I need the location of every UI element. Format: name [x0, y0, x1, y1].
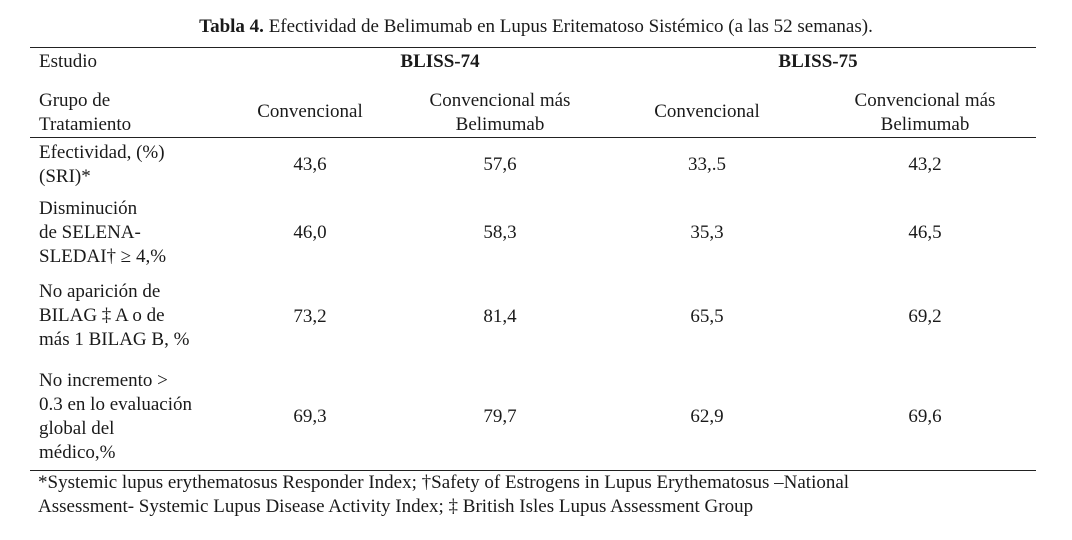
- row-1-value: 43,2: [908, 154, 942, 175]
- header-col-4-line2: Belimumab: [880, 114, 970, 135]
- header-col-3: Convencional: [654, 101, 760, 122]
- row-2-value: 58,3: [483, 222, 517, 243]
- row-1-value: 43,6: [293, 154, 327, 175]
- row-4-label-line: global del: [39, 418, 115, 439]
- row-2-value: 35,3: [690, 222, 724, 243]
- row-3-label-line: más 1 BILAG B, %: [39, 329, 190, 350]
- row-4-value: 62,9: [690, 406, 724, 427]
- row-4-value: 69,3: [293, 406, 327, 427]
- row-3-value: 73,2: [293, 306, 327, 327]
- row-1-value: 57,6: [483, 154, 517, 175]
- header-grupo: [39, 89, 131, 137]
- row-3-label: [39, 280, 189, 352]
- header-col-2-line2: Belimumab: [455, 114, 545, 135]
- footnote-line: Assessment- Systemic Lupus Disease Activity Index; ‡ British Isles Lupus Assessment Group: [38, 496, 754, 517]
- row-4-label-line: No incremento >: [39, 370, 168, 391]
- header-col-2: [400, 89, 600, 137]
- row-3-value: 69,2: [908, 306, 942, 327]
- row-4-label-line: 0.3 en lo evaluación: [39, 394, 193, 415]
- header-estudio: Estudio: [39, 51, 98, 72]
- header-rule: [30, 137, 1036, 138]
- header-col-4: [825, 89, 1025, 137]
- row-2-label-line: de SELENA-: [39, 222, 141, 243]
- table-caption: [0, 15, 1072, 39]
- row-3-value: 81,4: [483, 306, 517, 327]
- header-col-4-line1: Convencional más: [854, 90, 996, 111]
- row-1-value: 33,.5: [688, 154, 726, 175]
- top-rule: [30, 47, 1036, 48]
- footnote-line: *Systemic lupus erythematosus Responder Index; †Safety of Estrogens in Lupus Erythematosus –National: [38, 472, 850, 493]
- table-caption-label: Tabla 4.: [199, 16, 264, 37]
- row-2-value: 46,0: [293, 222, 327, 243]
- row-1-label: [39, 141, 165, 189]
- row-1-label-line: (SRI)*: [39, 166, 91, 187]
- row-3-label-line: No aparición de: [39, 281, 161, 302]
- row-3-value: 65,5: [690, 306, 724, 327]
- row-2-label-line: SLEDAI† ≥ 4,%: [39, 246, 167, 267]
- row-3-label-line: BILAG ‡ A o de: [39, 305, 165, 326]
- table-footnote: [38, 471, 1038, 519]
- row-2-value: 46,5: [908, 222, 942, 243]
- row-4-label-line: médico,%: [39, 442, 116, 463]
- header-bliss-74: BLISS-74: [400, 51, 480, 72]
- header-col-1: Convencional: [257, 101, 363, 122]
- row-4-label: [39, 369, 192, 465]
- header-col-2-line1: Convencional más: [429, 90, 571, 111]
- row-2-label-line: Disminución: [39, 198, 138, 219]
- row-2-label: [39, 197, 166, 269]
- header-grupo-line1: Grupo de: [39, 90, 111, 111]
- row-1-label-line: Efectividad, (%): [39, 142, 165, 163]
- header-grupo-line2: Tratamiento: [39, 114, 132, 135]
- header-bliss-75: BLISS-75: [778, 51, 858, 72]
- table-caption-text: Efectividad de Belimumab en Lupus Eritematoso Sistémico (a las 52 semanas).: [263, 16, 873, 37]
- row-4-value: 79,7: [483, 406, 517, 427]
- row-4-value: 69,6: [908, 406, 942, 427]
